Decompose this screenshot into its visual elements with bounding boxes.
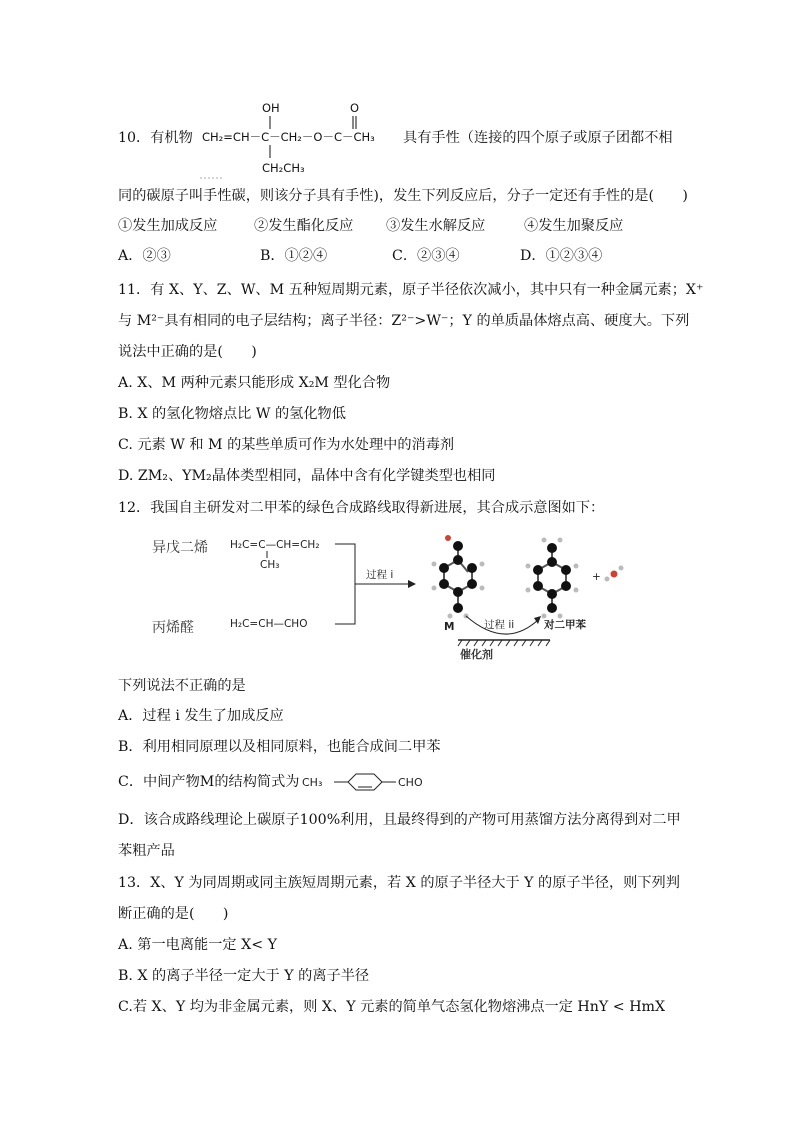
q10-option-b: B．①②④ — [260, 248, 328, 264]
q11-option-a: A. X、M 两种元素只能形成 X₂M 型化合物 — [118, 375, 391, 391]
q10-reaction-3: ③发生水解反应 — [386, 218, 486, 234]
q12-option-c-structure — [302, 770, 452, 794]
q12-product-label: 对二甲苯 — [544, 619, 586, 631]
q12-option-a: A．过程 i 发生了加成反应 — [118, 708, 284, 724]
q10-reaction-1: ①发生加成反应 — [118, 218, 218, 234]
q12-option-b: B．利用相同原理以及相同原料，也能合成间二甲苯 — [118, 739, 441, 755]
q13-option-b: B. X 的离子半径一定大于 Y 的离子半径 — [118, 968, 370, 984]
q13-option-a: A. 第一电离能一定 X< Y — [118, 937, 277, 953]
q12-option-c: C．中间产物M的结构简式为 — [118, 774, 300, 790]
q11-option-b: B. X 的氢化物熔点比 W 的氢化物低 — [118, 406, 346, 422]
q12-synthesis-diagram — [140, 528, 640, 648]
q12-reactant2-formula: H₂C=CH—CHO — [230, 618, 308, 630]
q12-process-ii-label: 过程 ii — [484, 619, 515, 631]
q10-option-c: C．②③④ — [392, 248, 460, 264]
q12-molecule-m — [432, 535, 485, 619]
q13-option-c: C.若 X、Y 均为非金属元素，则 X、Y 元素的简单气态氢化物熔沸点一定 HnY < HmX — [118, 999, 666, 1015]
q12-process-i-label: 过程 i — [366, 569, 394, 581]
q12-reactant1-formula: H₂C=C—CH=CH₂ — [230, 539, 320, 551]
q12-reactant1-name: 异戊二烯 — [152, 540, 208, 556]
q12-product-molecule — [526, 538, 579, 619]
q12-option-d: D．该合成路线理论上碳原子100%利用，且最终得到的产物可用蒸馏方法分离得到对二甲 — [118, 812, 681, 828]
q12-intermediate-label: M — [444, 621, 455, 633]
q12-option-d-cont: 苯粗产品 — [118, 843, 175, 859]
q12-optc-ch3: CH₃ — [302, 776, 323, 789]
q11-line2: 与 M²⁻具有相同的电子层结构；离子半径：Z²⁻>W⁻；Y 的单质晶体熔点高、硬度大。下列 — [118, 313, 690, 329]
q10-line2: 同的碳原子叫手性碳，则该分子具有手性)，发生下列反应后，分子一定还有手性的是( ) — [118, 188, 688, 204]
q11-option-d: D. ZM₂、YM₂晶体类型相同，晶体中含有化学键类型也相同 — [118, 468, 496, 484]
q10-suffix: 具有手性（连接的四个原子或原子团都不相 — [403, 130, 673, 146]
q13-line1: 13．X、Y 为同周期或同主族短周期元素，若 X 的原子半径大于 Y 的原子半径，则下列判 — [118, 875, 680, 891]
q13-line2: 断正确的是( ) — [118, 906, 229, 922]
q10-ethyl-group: CH₂CH₃ — [262, 161, 305, 175]
q10-option-a: A．②③ — [118, 248, 171, 264]
q12-question: 下列说法不正确的是 — [118, 678, 246, 694]
q10-carbonyl-o: O — [350, 101, 360, 115]
q10-structure — [200, 96, 410, 182]
q11-line3: 说法中正确的是( ) — [118, 344, 257, 360]
q10-option-d: D．①②③④ — [520, 248, 603, 264]
q12-optc-cho: CHO — [398, 776, 423, 789]
q11-line1: 11．有 X、Y、Z、W、M 五种短周期元素，原子半径依次减小，其中只有一种金属元素；X⁺ — [118, 282, 704, 298]
q10-reaction-4: ④发生加聚反应 — [524, 218, 624, 234]
q12-reactant2-name: 丙烯醛 — [152, 620, 194, 636]
q12-stem: 12．我国自主研发对二甲苯的绿色合成路线取得新进展，其合成示意图如下： — [118, 500, 605, 516]
q10-main-chain: CH₂=CH－C－CH₂－O－C－CH₃ — [202, 130, 375, 144]
q12-plus-sign: + — [592, 571, 601, 583]
q12-reactant1-methyl: CH₃ — [260, 559, 280, 571]
q12-catalyst-label: 催化剂 — [460, 648, 493, 661]
q10-prefix: 10．有机物 — [118, 130, 193, 146]
q10-reaction-2: ②发生酯化反应 — [254, 218, 354, 234]
q10-oh-group: OH — [262, 101, 280, 115]
q12-water-molecule — [605, 566, 624, 582]
q11-option-c: C. 元素 W 和 M 的某些单质可作为水处理中的消毒剂 — [118, 437, 455, 453]
